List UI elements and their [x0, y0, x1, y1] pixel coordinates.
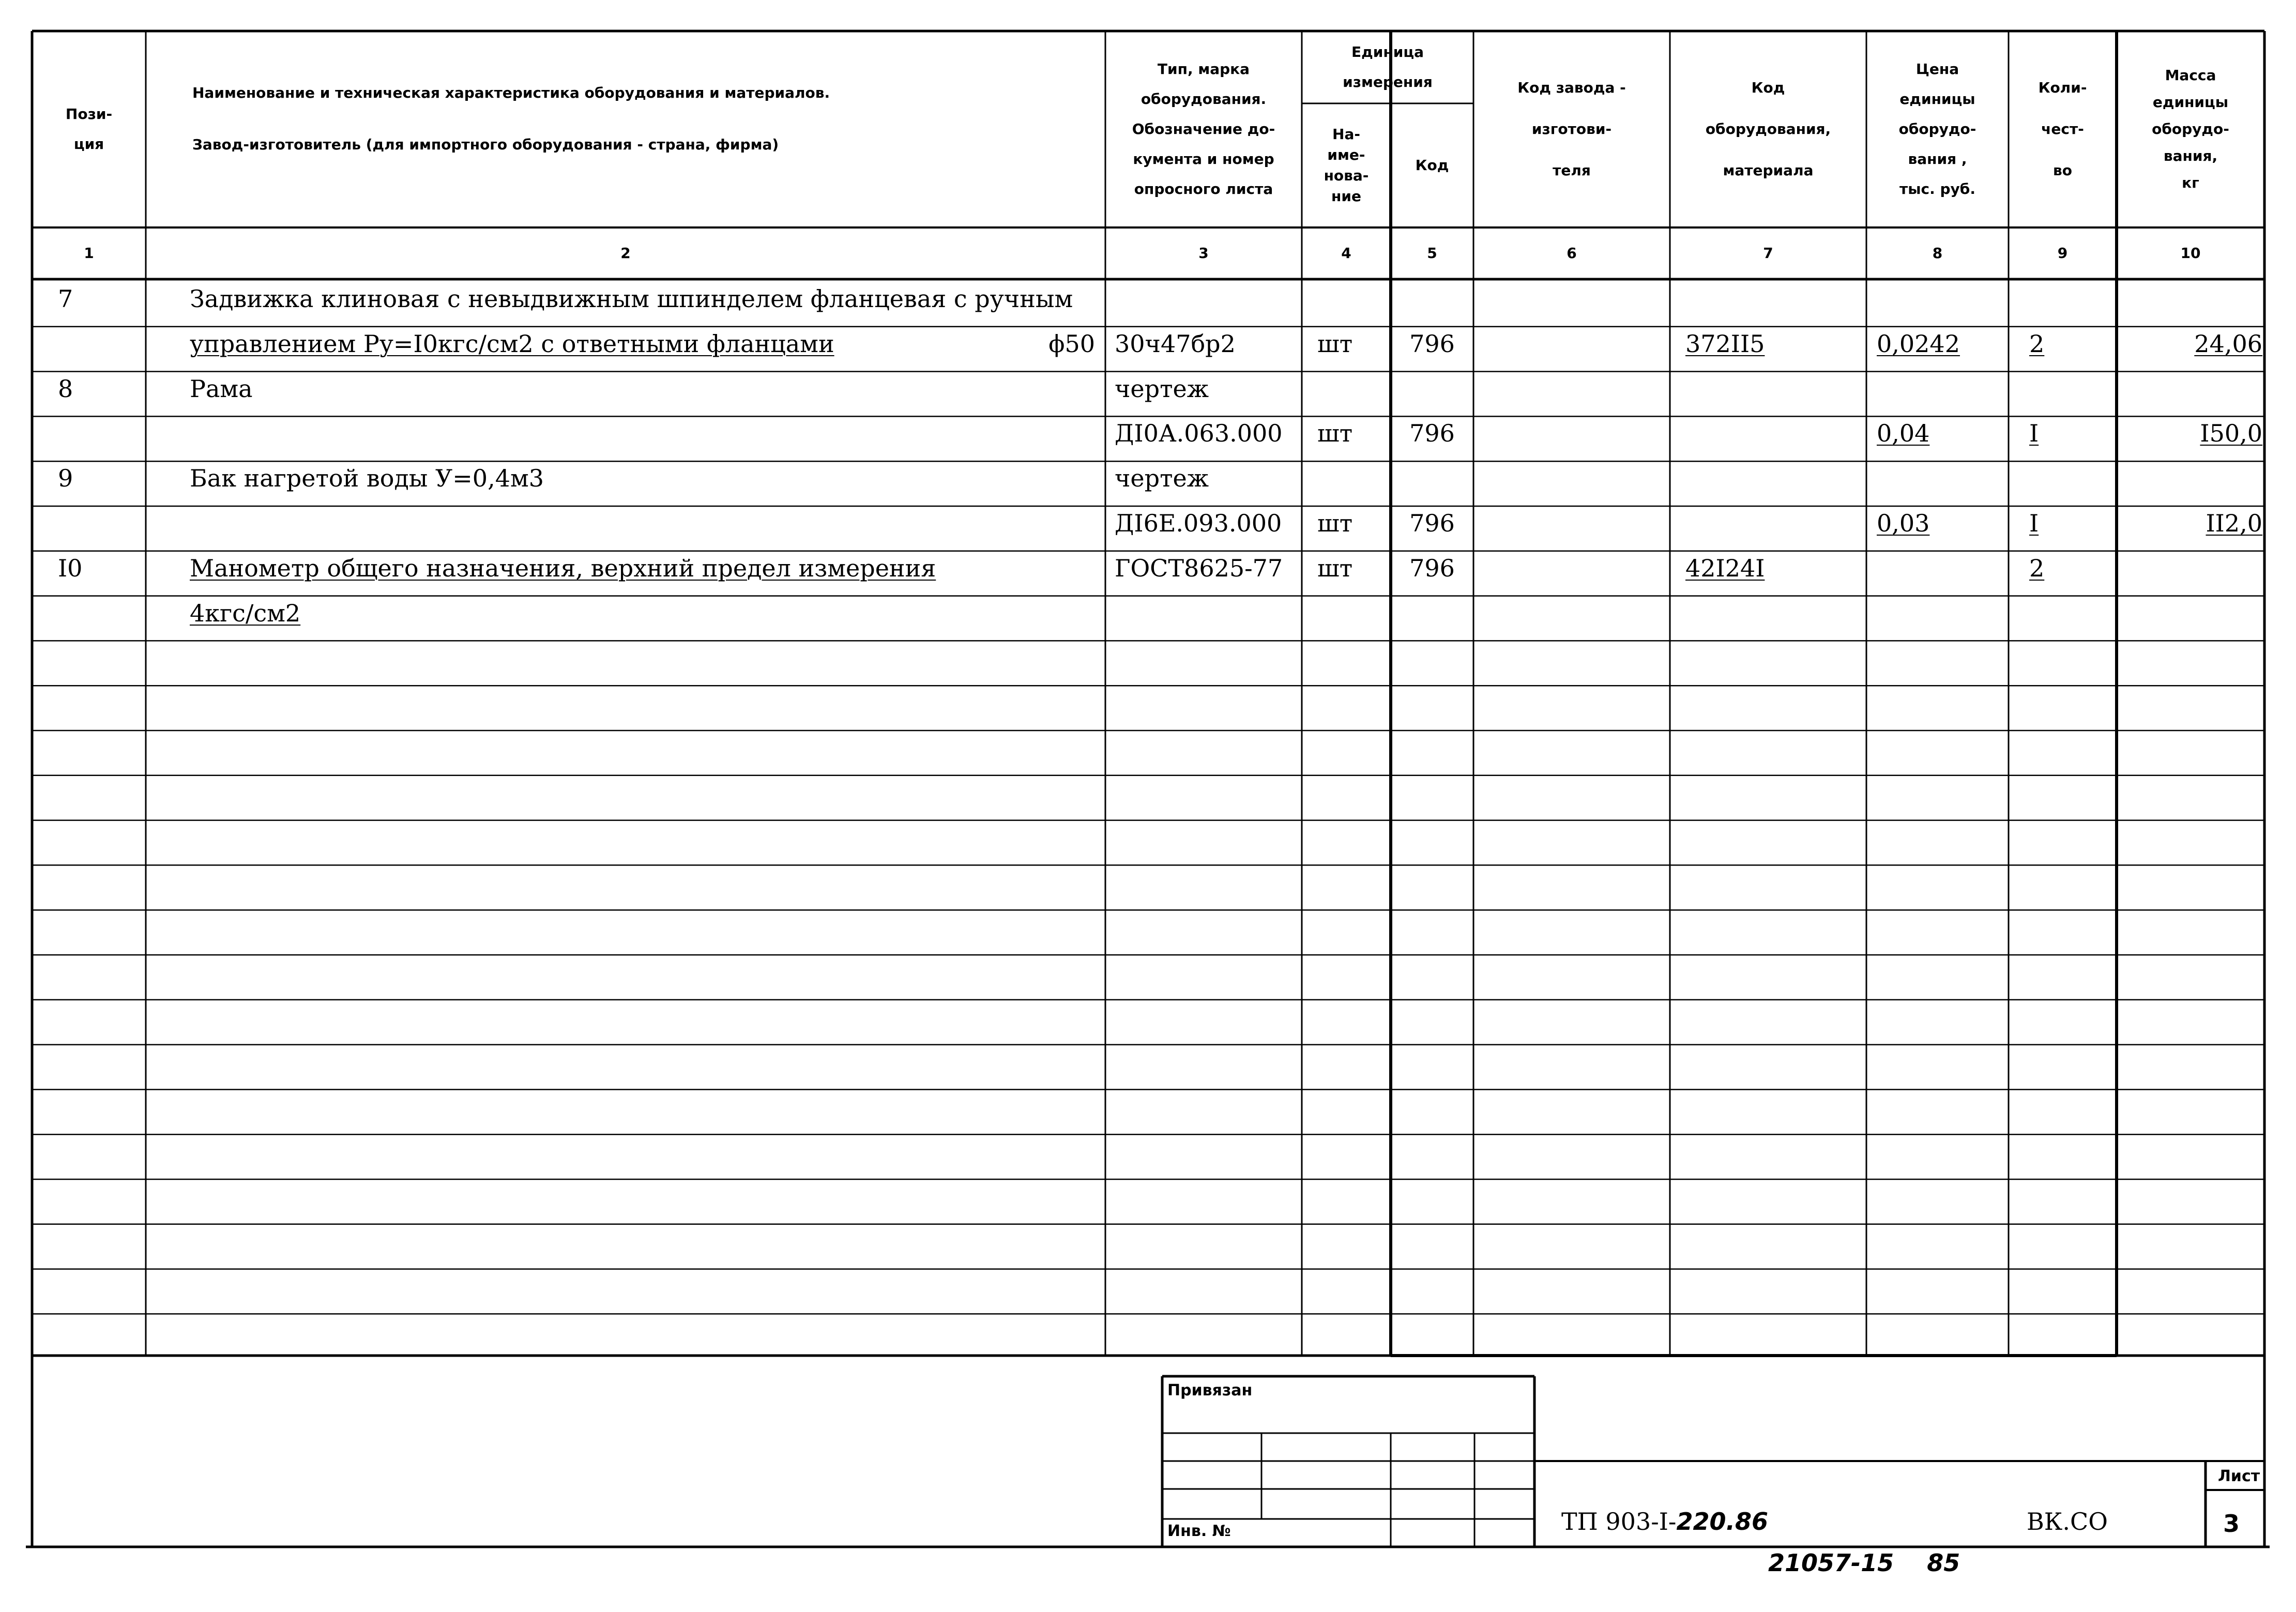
unit-cell: шт	[1317, 419, 1353, 448]
unit-code-cell: 796	[1409, 554, 1455, 582]
unit-code-cell: 796	[1409, 509, 1455, 537]
quantity-cell: 2	[2029, 554, 2045, 582]
header-mass: Масса единицы оборудо- вания, кг	[2152, 67, 2229, 191]
footer-number: 21057-15 85	[1768, 1549, 1960, 1577]
header-type: Тип, марка оборудования. Обозначение до- кумента и номер опросного листа	[1132, 60, 1275, 197]
position-cell: I0	[58, 554, 83, 582]
diameter-cell: ϕ50	[1048, 329, 1095, 358]
header-price: Цена единицы оборудо- вания , тыс. руб.	[1898, 60, 1976, 197]
mass-cell: I50,0	[2200, 419, 2262, 448]
type-cell: чертеж	[1115, 464, 1209, 493]
price-cell: 0,03	[1877, 509, 1930, 537]
unit-code-cell: 796	[1409, 329, 1455, 358]
type-cell: чертеж	[1115, 374, 1209, 403]
column-number: 3	[1198, 245, 1209, 262]
position-cell: 9	[58, 464, 73, 493]
position-cell: 7	[58, 285, 73, 313]
unit-cell: шт	[1317, 329, 1353, 358]
document-section-code: ВК.СО	[2027, 1508, 2108, 1535]
position-cell: 8	[58, 374, 73, 403]
header-factory-code: Код завода - изготови- теля	[1517, 79, 1626, 179]
price-cell: 0,04	[1877, 419, 1930, 448]
name-cell: управлением Ру=I0кгс/см2 с ответными фланцами	[190, 329, 834, 358]
column-number: 5	[1427, 245, 1437, 262]
sheet-number: 3	[2223, 1510, 2240, 1538]
unit-cell: шт	[1317, 554, 1353, 582]
sheet-label: Лист	[2218, 1467, 2260, 1485]
header-name: Наименование и техническая характеристика оборудования и материалов. Завод-изготовитель (для импортного оборудования - страна, фирма)	[192, 84, 830, 153]
header-unit-name: На- име- нова- ние	[1324, 126, 1369, 205]
name-cell: 4кгс/см2	[190, 599, 301, 627]
type-cell: ДI0А.063.000	[1115, 419, 1283, 448]
type-cell: ДI6Е.093.000	[1115, 509, 1282, 537]
column-number: 2	[620, 245, 631, 262]
material-code-cell: 372II5	[1685, 329, 1765, 358]
quantity-cell: 2	[2029, 329, 2045, 358]
column-number: 4	[1341, 245, 1351, 262]
name-cell: Манометр общего назначения, верхний предел измерения	[190, 554, 936, 582]
column-number: 7	[1763, 245, 1773, 262]
name-cell: Бак нагретой воды У=0,4м3	[190, 464, 544, 493]
header-position: Пози- ция	[65, 105, 113, 153]
quantity-cell: I	[2029, 419, 2039, 448]
unit-code-cell: 796	[1409, 419, 1455, 448]
name-cell: Задвижка клиновая с невыдвижным шпинделем фланцевая с ручным	[190, 285, 1073, 313]
material-code-cell: 42I24I	[1685, 554, 1765, 582]
column-number: 10	[2180, 245, 2201, 262]
mass-cell: 24,06	[2194, 329, 2262, 358]
column-number: 6	[1567, 245, 1577, 262]
header-quantity: Коли- чест- во	[2038, 79, 2087, 179]
name-cell: Рама	[190, 374, 253, 403]
type-cell: ГОСТ8625-77	[1115, 554, 1283, 582]
inventory-label: Инв. №	[1167, 1522, 1231, 1540]
column-number: 8	[1932, 245, 1943, 262]
price-cell: 0,0242	[1877, 329, 1960, 358]
type-cell: 30ч47бр2	[1115, 329, 1236, 358]
header-material-code: Код оборудования, материала	[1705, 79, 1831, 179]
quantity-cell: I	[2029, 509, 2039, 537]
mass-cell: II2,0	[2206, 509, 2262, 537]
header-unit-group: Единица измерения	[1343, 43, 1433, 90]
document-code: ТП 903-I-220.86	[1561, 1508, 1768, 1535]
header-unit-code: Код	[1415, 157, 1449, 174]
unit-cell: шт	[1317, 509, 1353, 537]
column-number: 9	[2057, 245, 2068, 262]
column-number: 1	[84, 245, 94, 262]
tied-label: Привязан	[1167, 1381, 1253, 1400]
